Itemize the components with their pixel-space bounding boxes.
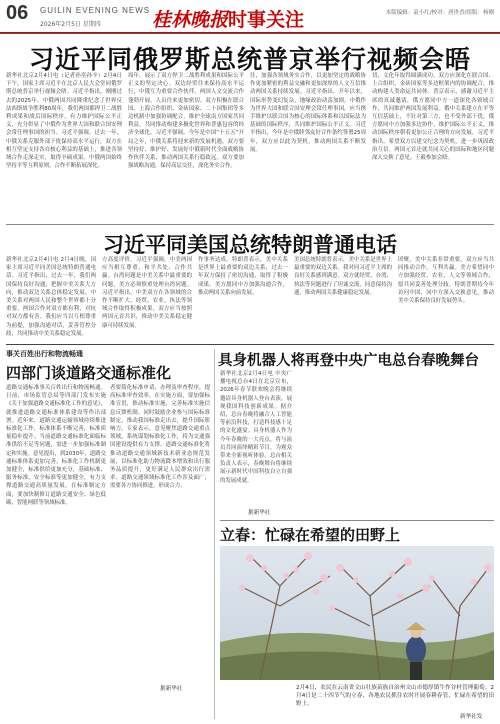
story2-column-5: 团聚，美中关系非常重要，双方应当共同推动合作，互利共赢。美方希望同中方加强经贸、农业、人文等领域合作，愿共同妥善处理分歧。特朗普期待今年访问中国，同中方深入交换意见，推动美中关系保持良好发展势头。	[398, 257, 494, 305]
story1-column-2: 周年，展示了双方捍卫二战胜利成果和国际公平正义的坚定决心。双边经贸往来保持高水平运行，中俄互为重要合作伙伴。两国人文交流合作蓬勃开展，人员往来更加密切。双方积极在联合国、上海合作组织、金砖国家、二十国集团等多边机制中加强协调配合，维护全球南方国家共同利益，共同推动构建多极化世界和普惠包容的经济全球化。习近平强调，今年是中国“十五五”开局之年，中俄关系将迎来新的发展机遇。双方要坚持好、维护好、发展好中俄新时代全面战略协作伙伴关系，推动两国关系行稳致远。双方要加强战略沟通，保持高层交往，深化务实合作。	[128, 73, 244, 170]
story4-photo	[296, 380, 494, 518]
story5-caption-text: 2月4日，农民在云南省文山壮族苗族自治州文山市德厚镇牛作谷村管理葡萄。2月4日是二十四节气的立春，各地农民抓住农时开展春耕春管，忙碌在希望的田野上。	[296, 685, 494, 707]
apple-orchard-image	[296, 380, 494, 518]
story5-credit: 新华社发	[460, 714, 483, 720]
story5-headline: 立春：忙碌在希望的田野上	[220, 526, 401, 544]
story3-column-2: 者要简化标准申请、办理及审查程序，提高标准审查效率。在实施方面，要加强标准宣贯，推动标准实施，完善标准实施信息反馈机制。同时鼓励企业参与国际标准制定，推动我国标准走出去，提升国际影响力。专家表示，意见聚焦道路交通重点领域，系统谋划标准化工作，将为交通强国建设提供有力支撑。道路交通标准化将推动道路交通领域新技术新业态规范发展，以标准化助力物流降本增效和出行服务品质提升，更好满足人民群众出行需求。道路交通领域标准化工作涉及面广，需要各方协同推进，形成合力。	[110, 385, 210, 490]
paper-name-en: GUILIN EVENING NEWS	[40, 6, 151, 15]
story2-column-4: 美国总统特朗普表示，美中关系是世界上最重要的双边关系。我对同习近平主席的良好关系感到满意。双方就经贸、台湾、执法等问题进行了坦诚交流，同意保持沟通，推动两国关系健康稳定发展。	[294, 257, 392, 296]
story1-headline: 习近平同俄罗斯总统普京举行视频会晤	[28, 45, 471, 74]
story4-headline: 具身机器人将再登中央广电总台春晚舞台	[218, 353, 479, 369]
story2-column-2: 方高度评价。习近平强调，中美两国应当相互尊重、和平共处、合作共赢。台湾问题是中美关系中最重要的问题，美方必须慎重处理台湾问题。习近平指出，中美双方在各领域的合作不断扩大，经贸、农业、执法等领域合作取得积极成果。双方应当按照两国元首共识，推动中美关系稳定健康可持续发展。	[102, 257, 192, 329]
issue-date: 2026年2月5日 星期四	[40, 21, 101, 28]
story4-column-2-lead	[296, 370, 494, 380]
story1-divider	[6, 224, 494, 225]
story1-column-1: 新华社北京2月4日电（记者孙奕孙辛）2月4日下午，国家主席习近平在北京人民大会堂同俄罗斯总统普京举行视频会晤。习近平指出，刚刚过去的2025年，中俄两国共同隆重纪念了世界反法西斯战争胜利80周年，我们两国都捍卫二战胜利成果和战后国际秩序，有力维护国际公平正义，充分彰显了中俄作为世界大国和联合国安理会常任理事国的担当。习近平强调，过去一年，中俄关系克服外部干扰保持高水平运行，双方在相互坚定支持各自核心利益的基础上，推进各领域合作走深走实，取得丰硕成果。中俄两国始终坚持平等互利原则，合作不断拓展深化。	[6, 73, 122, 170]
story1-column-3: 往，加强各领域务实合作，以更加坚定的战略协作更加紧密的利益交融和更加深厚的人文互信推动两国关系持续发展。习近平指出，开年以来，国际形势变幻复杂，地缘政治动荡加剧。中俄作为世界大国和联合国安理会常任理事国，应当携手维护以联合国为核心的国际体系和以国际法为基础的国际秩序，共同维护国际公平正义。习近平指出，今年是中俄睦邻友好合作条约签署25周年，双方应以此为契机，推动两国关系不断发展。	[250, 73, 366, 153]
story3-column-1: 道路交通标准事关百姓出行和物流畅通。日前，市场监管总局等四部门发布实施《关于加强道路交通标准化工作的意见》，就推进道路交通标准体系建设等作出部署。近年来，道路交通运输领域持续推进标准化工作，标准体系不断完善，标准质量稳步提升。当前道路交通标准化面临标准供给不足等问题，需进一步加强标准制定和实施。意见提出，到2030年，道路交通标准体系更加完善，标准化工作机制更加健全，标准供给更加充分，基础标准、服务标准、安全标准等更加健全，有力支撑道路交通高质量发展。在标准制定方面，要加快制修订道路交通安全、绿色低碳、智能网联等领域标准。	[6, 385, 106, 506]
editors-line: 本版编辑：袁小红/校对：唐贵香/组版：杨刚	[385, 10, 494, 16]
section-title: 时事关注	[228, 9, 305, 31]
story2-divider	[6, 344, 494, 345]
masthead	[0, 0, 500, 34]
story3-kicker: 事关百姓出行和物流畅通	[6, 350, 83, 358]
story2-headline: 习近平同美国总统特朗普通电话	[103, 233, 397, 257]
masthead-divider	[0, 33, 500, 34]
story4-divider	[220, 520, 494, 521]
farmer-orchard-photo	[220, 546, 494, 680]
story3-headline: 四部门谈道路交通标准化	[6, 364, 172, 382]
story3-credit: 据新华社	[160, 686, 183, 692]
paper-logo: 桂林晚报	[152, 9, 229, 31]
story2-column-1: 新华社北京2月4日电 2月4日晚，国家主席习近平同美国总统特朗普通电话。习近平指出，过去一年，我们两国保持良好沟通，把握中美关系大方向，推动双边关系总体稳定发展。中美关系对两国人民和整个世界都十分重要。两国合作对双方都有利，对抗对双方都有害。我们应当以互相尊重为前提，加强沟通对话，妥善管控分歧，共同推动中美关系稳定发展。	[6, 257, 96, 337]
page-number: 06	[6, 2, 29, 24]
story4-column-1: 新华社北京2月4日电 中央广播电视总台4日在北京宣布，2026年春节联欢晚会将继续邀请具身机器人登台表演，展现我国科技创新成果。据介绍，总台春晚将融合人工智能等前沿科技，打造科技感十足的文化盛宴。具身机器人作为今年春晚的一大亮点，将与演员共同演绎精彩节目，为观众带来全新视听体验。总台相关负责人表示，春晚舞台将继续展示新时代中国科技自立自强的发展成就。	[220, 371, 292, 484]
story2-column-3: 作事务达成。特朗普表示，美中关系是世界上最重要的双边关系，过去一年双方保持了密切沟通，取得了积极成果。美方愿同中方加强沟通合作，推动两国关系向前发展。	[198, 257, 288, 296]
story5-photo	[220, 546, 494, 680]
story4-credit: 据新华社	[248, 510, 271, 516]
column-divider	[214, 349, 215, 719]
story5-caption	[296, 684, 494, 708]
story1-column-4: 切，文化年取得圆满成功。双方应深化在联合国、上合组织、金砖国家等多边框架内的协调配合，推动构建人类命运共同体。普京表示，感谢习近平主席的真诚邀请，俄方愿同中方一道深化各领域合作，共同维护两国发展利益。俄中关系建立在平等互信基础上，不针对第三方，也不受外部干扰。俄方愿同中方加强多边协作，维护国际公平正义，推动国际秩序朝着更加公正合理的方向发展。习近平指出，希望双方以建交纪念为契机，进一步巩固政治互信。两国元首还就共同关心的国际和地区问题深入交换了意见。王毅参加会晤。	[372, 73, 494, 162]
